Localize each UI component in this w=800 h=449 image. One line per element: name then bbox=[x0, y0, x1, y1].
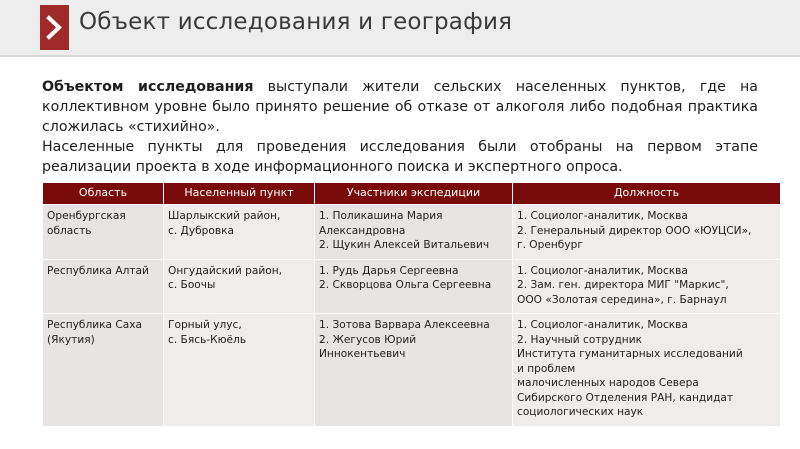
settlement-cell-line: с. Бясь-Кюёль bbox=[168, 333, 247, 346]
paragraph-selection: Населенные пункты для проведения исследования были отобраны на первом этапе реализации проекта в ходе информационного поиска и экспертного опроса. bbox=[42, 139, 758, 175]
position-cell-line: и проблем bbox=[517, 362, 576, 375]
position-cell-line: малочисленных народов Севера bbox=[517, 377, 699, 389]
settlement-cell-line: с. Дубровка bbox=[168, 224, 234, 237]
position-cell-line: 2. Генеральный директор ООО «ЮУЦСИ», bbox=[517, 224, 752, 237]
participants-cell bbox=[315, 205, 513, 260]
participants-cell-line: 1. Рудь Дарья Сергеевна bbox=[319, 264, 459, 277]
position-cell-line: социологических наук bbox=[517, 406, 644, 418]
table-header-row bbox=[43, 183, 781, 205]
position-cell-line: ООО «Золотая середина», г. Барнаул bbox=[517, 293, 727, 306]
participants-cell-line: Александровна bbox=[319, 224, 406, 237]
column-header-position: Должность bbox=[513, 183, 781, 205]
paragraph-object-text: выступали жители сельских населенных пунктов, где на коллективном уровне было принято решение об отказе от алкоголя либо подобная практика сложилась «стихийно». bbox=[42, 79, 758, 135]
position-cell bbox=[513, 205, 781, 260]
column-header-participants: Участники экспедиции bbox=[315, 183, 513, 205]
position-cell-line: Института гуманитарных исследований bbox=[517, 348, 743, 360]
position-cell-line: 1. Социолог-аналитик, Москва bbox=[517, 264, 688, 277]
settlement-cell bbox=[164, 314, 315, 427]
settlement-cell-line: с. Боочы bbox=[168, 279, 216, 291]
participants-cell bbox=[315, 259, 513, 314]
settlement-cell bbox=[164, 259, 315, 314]
participants-cell-line: 2. Скворцова Ольга Сергеевна bbox=[319, 279, 492, 291]
region-cell bbox=[43, 259, 164, 314]
region-cell bbox=[43, 205, 164, 260]
region-cell-line: область bbox=[47, 224, 92, 237]
settlement-cell-line: Онгудайский район, bbox=[168, 264, 283, 277]
position-cell-line: Сибирского Отделения РАН, кандидат bbox=[517, 391, 734, 404]
chevron-right-icon bbox=[40, 5, 69, 50]
region-cell bbox=[43, 314, 164, 427]
participants-cell bbox=[315, 314, 513, 427]
participants-cell-line: 1. Зотова Варвара Алексеевна bbox=[319, 319, 490, 331]
position-cell bbox=[513, 314, 781, 427]
settlement-cell bbox=[164, 205, 315, 260]
position-cell-line: 1. Социолог-аналитик, Москва bbox=[517, 210, 688, 222]
region-cell-line: Республика Саха bbox=[47, 319, 143, 331]
settlement-cell-line: Горный улус, bbox=[168, 319, 242, 331]
slide-title: Объект исследования и география bbox=[79, 9, 513, 35]
table-row bbox=[43, 205, 781, 260]
table-row bbox=[43, 314, 781, 427]
paragraph-object-bold: Объектом исследования bbox=[42, 79, 254, 95]
column-header-region: Область bbox=[43, 183, 164, 205]
participants-cell-line: 2. Жегусов Юрий bbox=[319, 333, 417, 346]
position-cell bbox=[513, 259, 781, 314]
participants-cell-line: 2. Щукин Алексей Витальевич bbox=[319, 239, 490, 251]
column-header-settlement: Населенный пункт bbox=[164, 183, 315, 205]
position-cell-line: 2. Зам. ген. директора МИГ "Маркис", bbox=[517, 279, 729, 291]
participants-cell-line: Иннокентьевич bbox=[319, 348, 406, 360]
participants-cell-line: 1. Поликашина Мария bbox=[319, 210, 443, 222]
region-cell-line: (Якутия) bbox=[47, 333, 95, 346]
settlement-cell-line: Шарлыкский район, bbox=[168, 210, 281, 222]
expedition-table bbox=[42, 182, 781, 427]
region-cell-line: Республика Алтай bbox=[47, 264, 149, 277]
position-cell-line: г. Оренбург bbox=[517, 239, 583, 251]
paragraph-object bbox=[42, 77, 758, 137]
position-cell-line: 1. Социолог-аналитик, Москва bbox=[517, 319, 688, 331]
region-cell-line: Оренбургская bbox=[47, 210, 126, 222]
position-cell-line: 2. Научный сотрудник bbox=[517, 333, 643, 346]
title-divider bbox=[0, 55, 800, 57]
table-row bbox=[43, 259, 781, 314]
